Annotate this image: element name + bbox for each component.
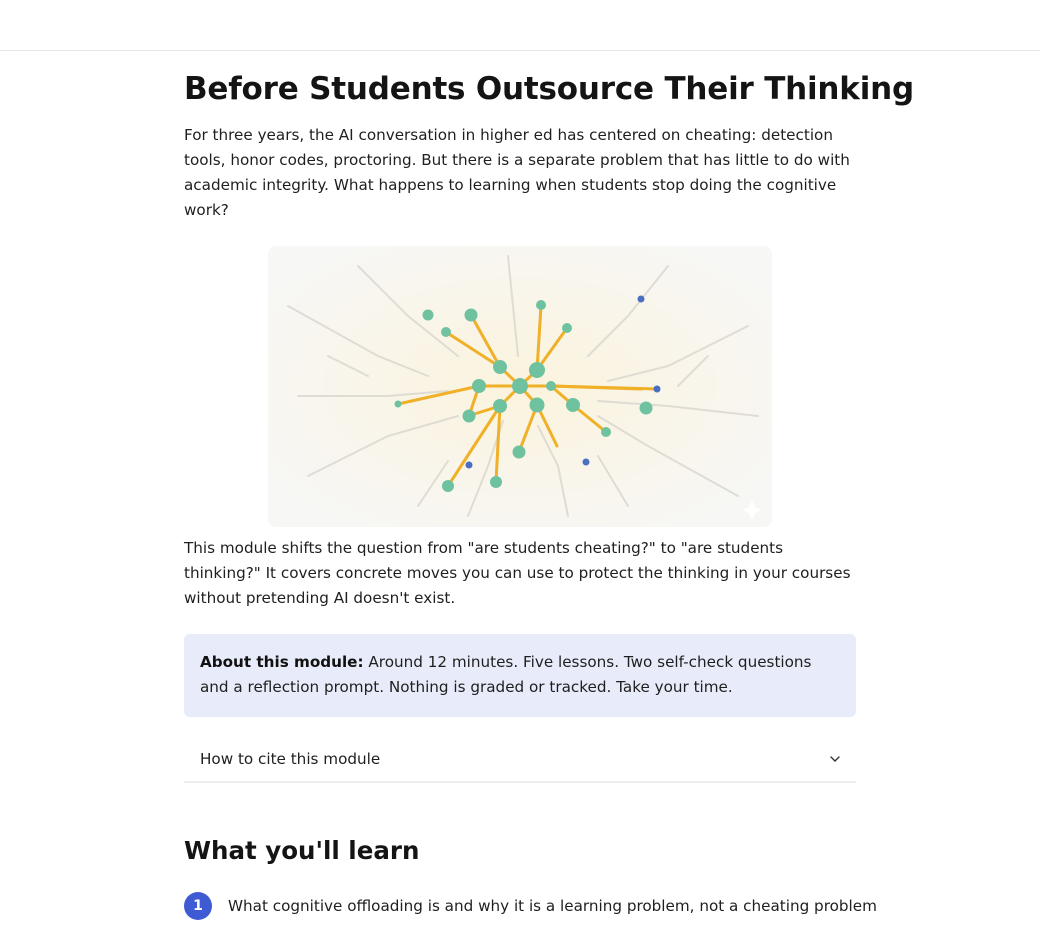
list-item — [184, 892, 877, 920]
cite-accordion[interactable] — [184, 736, 856, 783]
learn-item-text: What cognitive offloading is and why it is a learning problem, not a cheating problem — [228, 897, 877, 915]
step-number-badge: 1 — [184, 892, 212, 920]
article — [184, 51, 915, 936]
callout-label: About this module: — [200, 653, 364, 671]
learn-heading: What you'll learn — [184, 836, 420, 865]
neural-network-illustration — [268, 246, 772, 527]
intro-paragraph: For three years, the AI conversation in higher ed has centered on cheating: detection tools, honor codes, proctoring. But there is a separate problem that has little to do with academic integrity. What happens to learning when students stop doing the cognitive work? — [184, 126, 850, 219]
hero-illustration — [268, 246, 772, 527]
page-title: Before Students Outsource Their Thinking — [184, 71, 915, 107]
cite-accordion-label: How to cite this module — [200, 749, 381, 768]
callout-text: Around 12 minutes. Five lessons. Two self-check questions and a reflection prompt. Nothing is graded or tracked. Take your time. — [200, 653, 812, 696]
module-info-callout — [184, 634, 856, 717]
learn-list — [184, 892, 877, 920]
module-summary-paragraph: This module shifts the question from "are students cheating?" to "are students thinking?" It covers concrete moves you can use to protect the thinking in your courses without pretending AI doesn't exist. — [184, 539, 851, 607]
top-bar — [0, 0, 1040, 51]
chevron-down-icon — [830, 752, 840, 766]
